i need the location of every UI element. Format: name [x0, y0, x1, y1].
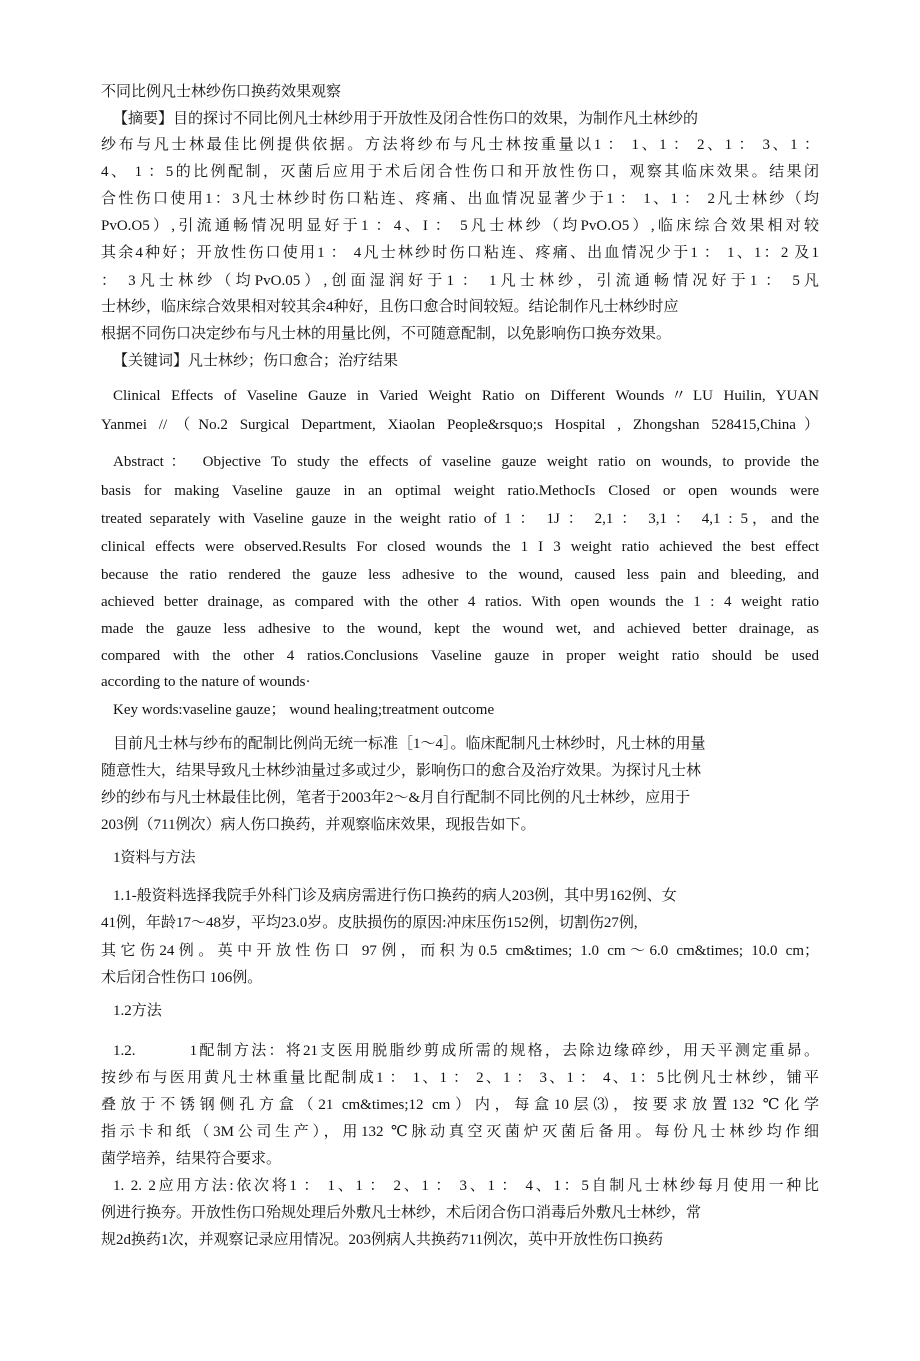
- s11-line: 其它伤24例。英中开放性伤口 97例，而积为0.5 cm&times; 1.0 cm～6.0 cm&times; 10.0 cm；: [101, 943, 819, 959]
- section-heading-1: 1资料与方法: [113, 850, 196, 866]
- en-abstract-line: basis for making Vaseline gauze in an optimal weight ratio.MethocIs Closed or open wounds were: [101, 483, 819, 499]
- article-title: 不同比例凡士林纱伤口换药效果观察: [101, 84, 342, 100]
- cn-abstract-line: 士林纱，临床综合效果相对较其余4种好，且伤口愈合时间较短。结论制作凡士林纱时应: [101, 299, 679, 315]
- cn-keywords: 【关键词】凡士林纱；伤口愈合；治疗结果: [113, 353, 399, 369]
- en-title-line: Clinical Effects of Vaseline Gauze in Varied Weight Ratio on Different Wounds〃LU Huilin, YUAN: [113, 388, 819, 404]
- en-abstract-line: because the ratio rendered the gauze less adhesive to the wound, caused less pain and bleeding, and: [101, 567, 819, 583]
- cn-abstract-line: 4、 1 ：5的比例配制，灭菌后应用于术后闭合性伤口和开放性伤口，观察其临床效果。结果闭: [101, 164, 819, 180]
- section-heading-1-2: 1.2方法: [113, 1003, 162, 1019]
- en-keywords: Key words:vaseline gauze； wound healing;treatment outcome: [113, 702, 495, 718]
- s121-line: 叠放于不锈钢侧孔方盒（21 cm&times;12 cm）内，每盒10层⑶，按要求放置132 ℃化学: [101, 1097, 819, 1113]
- s122-line: 规2d换药1次，并观察记录应用情况。203例病人共换药711例次，英中开放性伤口换药: [101, 1232, 663, 1248]
- en-title-line: Yanmei //（No.2 Surgical Department, Xiaolan People&rsquo;s Hospital , Zhongshan 528415,China）: [101, 417, 819, 433]
- intro-line: 目前凡士林与纱布的配制比例尚无统一标准［1～4］。临床配制凡士林纱时，凡士林的用量: [113, 736, 706, 752]
- cn-abstract-line: PvO.O5）,引流通畅情况明显好于1 ：4、I ： 5凡士林纱（均PvO.O5）,临床综合效果相对较: [101, 218, 819, 234]
- en-abstract-line: compared with the other 4 ratios.Conclusions Vaseline gauze in proper weight ratio should be used: [101, 648, 819, 664]
- cn-abstract-line: 其余4种好；开放性伤口使用1 ： 4凡士林纱时伤口粘连、疼痛、出血情况少于1 ： 1、1：2 及1: [101, 245, 819, 261]
- cn-abstract-line: 【摘要】目的探讨不同比例凡士林纱用于开放性及闭合性伤口的效果，为制作凡土林纱的: [113, 111, 699, 127]
- cn-abstract-line: 根据不同伤口决定纱布与凡士林的用量比例，不可随意配制，以免影响伤口换夯效果。: [101, 326, 672, 342]
- s11-line: 1.1-般资料选择我院手外科门诊及病房需进行伤口换药的病人203例，其中男162例、女: [113, 888, 677, 904]
- s121-line: 1.2. 1配制方法：将21支医用脱脂纱剪成所需的规格，去除边缘碎纱，用天平测定重昴。: [113, 1043, 819, 1059]
- s121-line: 指示卡和纸（3M公司生产），用132 ℃脉动真空灭菌炉灭菌后备用。每份凡士林纱均作细: [101, 1124, 819, 1140]
- cn-abstract-line: 合性伤口使用1：3凡士林纱时伤口粘连、疼痛、出血情况显著少于1 ： 1、1 ： 2凡士林纱（均: [101, 191, 819, 207]
- cn-abstract-line: ： 3凡士林纱（均PvO.05）,创面湿润好于1 ： 1凡士林纱，引流通畅情况好于1 ： 5凡: [101, 273, 819, 289]
- en-abstract-line: according to the nature of wounds·: [101, 674, 311, 690]
- s11-line: 41例，年龄17～48岁，平均23.0岁。皮肤损伤的原因:冲床压伤152例，切割伤27例,: [101, 915, 638, 931]
- s11-line: 术后闭合性伤口 106例。: [101, 970, 263, 986]
- en-abstract-line: treated separately with Vaseline gauze in the weight ratio of 1 ： 1J ： 2,1 ： 3,1 ： 4,1 : 5，and the: [101, 511, 819, 527]
- intro-line: 随意性大，结果导致凡士林纱油量过多或过少，影响伤口的愈合及治疗效果。为探讨凡士林: [101, 763, 702, 779]
- en-abstract-line: clinical effects were observed.Results For closed wounds the 1 I 3 weight ratio achieved the best effect: [101, 539, 819, 555]
- cn-abstract-line: 纱布与凡士林最佳比例提供依据。方法将纱布与凡士林按重量以1 ： 1、1 ： 2、1 ： 3、1 ：: [101, 137, 819, 153]
- s121-line: 菌学培养，结果符合要求。: [101, 1151, 282, 1167]
- en-abstract-line: made the gauze less adhesive to the wound, kept the wound wet, and achieved better drainage, as: [101, 621, 819, 637]
- s122-line: 1. 2. 2应用方法:依次将1 ： 1、1 ： 2、1 ： 3、1 ： 4、1：5自制凡士林纱每月使用一种比: [113, 1178, 819, 1194]
- s122-line: 例进行换夯。开放性伤口殆规处理后外敷凡士林纱，术后闭合伤口消毒后外敷凡士林纱，常: [101, 1205, 702, 1221]
- s121-line: 按纱布与医用黄凡士林重量比配制成1 ： 1、1 ： 2、1 ： 3、1 ： 4、1：5比例凡士林纱，铺平: [101, 1070, 819, 1086]
- intro-line: 203例（711例次）病人伤口换药，并观察临床效果，现报告如下。: [101, 817, 536, 833]
- intro-line: 纱的纱布与凡士林最佳比例，笔者于2003年2～&月自行配制不同比例的凡士林纱，应用于: [101, 790, 691, 806]
- en-abstract-line: achieved better drainage, as compared with the other 4 ratios. With open wounds the 1 : 4 weight ratio: [101, 594, 819, 610]
- en-abstract-line: Abstract： Objective To study the effects of vaseline gauze weight ratio on wounds, to provide the: [113, 454, 819, 470]
